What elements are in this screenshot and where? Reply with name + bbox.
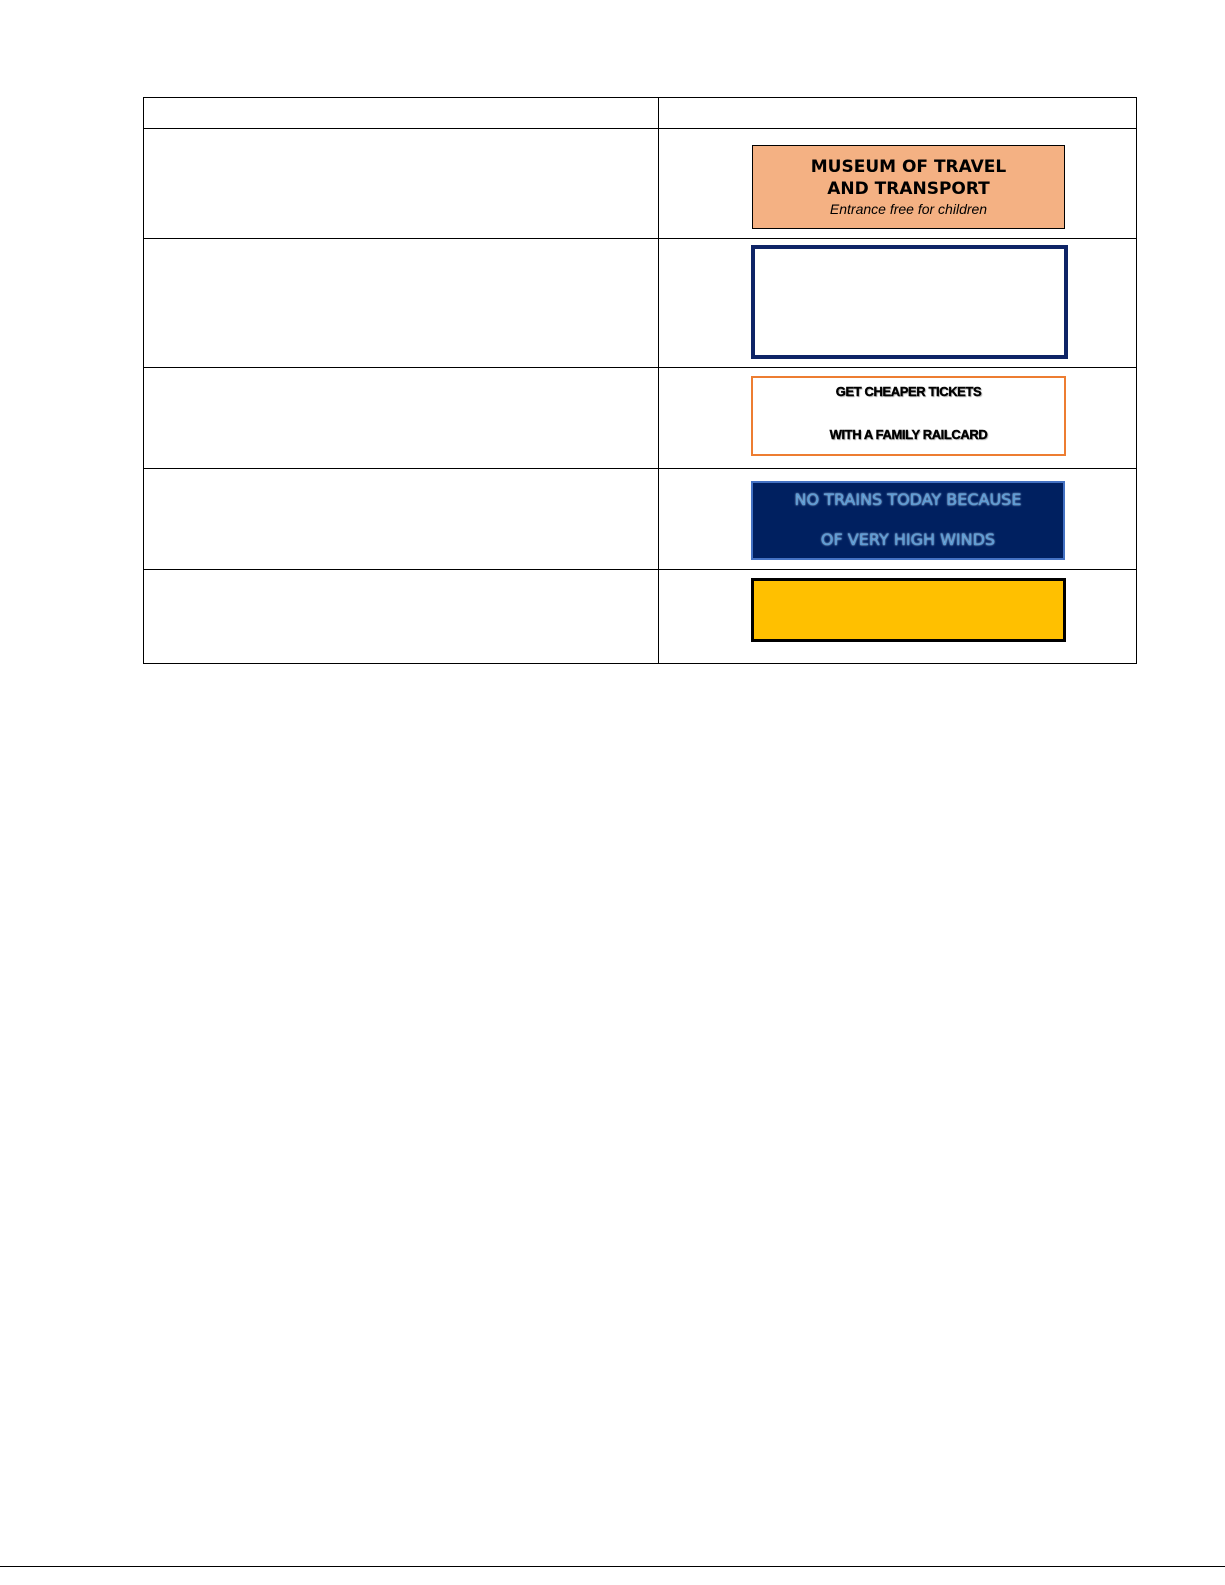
sign-cell — [659, 368, 1137, 469]
museum-sign-subtitle: Entrance free for children — [829, 201, 988, 217]
sign-cell — [659, 239, 1137, 368]
no-trains-sign — [751, 481, 1065, 560]
table-row — [144, 469, 1137, 570]
blank-yellow-sign — [751, 578, 1066, 642]
museum-sign — [752, 145, 1065, 229]
header-cell-right — [659, 98, 1137, 129]
signs-table — [143, 97, 1137, 664]
railcard-sign-line-1: GET CHEAPER TICKETS — [835, 384, 982, 399]
header-cell-left — [144, 98, 659, 129]
answer-cell — [144, 129, 659, 239]
answer-cell — [144, 368, 659, 469]
sign-cell — [659, 129, 1137, 239]
answer-cell — [144, 570, 659, 664]
railcard-sign — [751, 376, 1066, 456]
table-row — [144, 570, 1137, 664]
page-bottom-rule — [0, 1566, 1225, 1567]
blank-navy-sign — [751, 245, 1068, 359]
no-trains-sign-line-1: NO TRAINS TODAY BECAUSE — [794, 490, 1022, 509]
museum-sign-title: MUSEUM OF TRAVEL AND TRANSPORT — [810, 157, 1007, 199]
table-row — [144, 368, 1137, 469]
table-header-row — [144, 98, 1137, 129]
sign-cell — [659, 469, 1137, 570]
answer-cell — [144, 469, 659, 570]
sign-cell — [659, 570, 1137, 664]
railcard-sign-line-2: WITH A FAMILY RAILCARD — [829, 427, 988, 442]
table-row — [144, 129, 1137, 239]
table-row — [144, 239, 1137, 368]
answer-cell — [144, 239, 659, 368]
no-trains-sign-line-2: OF VERY HIGH WINDS — [820, 530, 996, 549]
